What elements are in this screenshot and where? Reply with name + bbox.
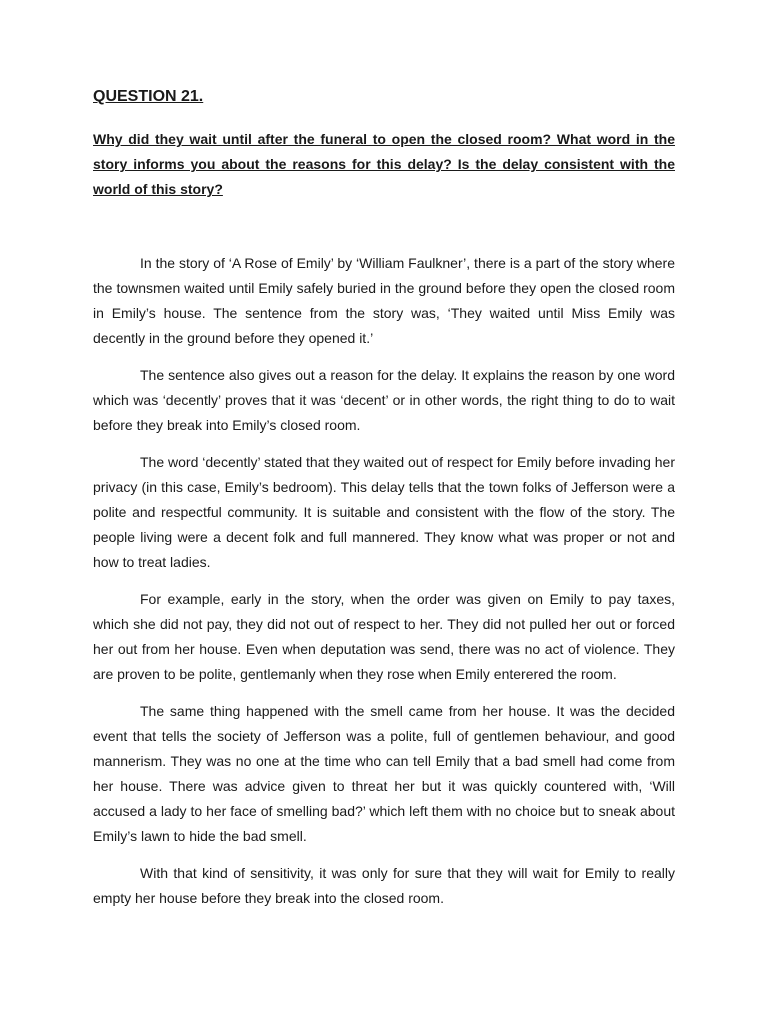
answer-body	[93, 251, 675, 923]
answer-paragraph-2: The sentence also gives out a reason for the delay. It explains the reason by one word which was ‘decently’ proves that it was ‘decent’ or in other words, the right thing to do to wait before they break into Emily’s closed room.	[93, 367, 675, 433]
answer-paragraph-6: With that kind of sensitivity, it was only for sure that they will wait for Emily to really empty her house before they break into the closed room.	[93, 865, 675, 906]
answer-paragraph-1: In the story of ‘A Rose of Emily’ by ‘William Faulkner’, there is a part of the story where the townsmen waited until Emily safely buried in the ground before they open the closed room in Emily’s house. The sentence from the story was, ‘They waited until Miss Emily was decently in the ground before they opened it.’	[93, 255, 675, 346]
answer-paragraph-4: For example, early in the story, when the order was given on Emily to pay taxes, which she did not pay, they did not out of respect to her. They did not pulled her out or forced her out from her house. Even when deputation was send, there was no act of violence. They are proven to be polite, gentlemanly when they rose when Emily enterered the room.	[93, 591, 675, 682]
answer-paragraph-5: The same thing happened with the smell came from her house. It was the decided event that tells the society of Jefferson was a polite, full of gentlemen behaviour, and good mannerism. They was no one at the time who can tell Emily that a bad smell had come from her house. There was advice given to threat her but it was quickly countered with, ‘Will accused a lady to her face of smelling bad?’ which left them with no choice but to sneak about Emily’s lawn to hide the bad smell.	[93, 703, 675, 844]
question-heading: QUESTION 21.	[93, 88, 204, 105]
question-prompt: Why did they wait until after the funeral to open the closed room? What word in the story informs you about the reasons for this delay? Is the delay consistent with the world of this story?	[93, 131, 675, 197]
answer-paragraph-3: The word ‘decently’ stated that they waited out of respect for Emily before invading her privacy (in this case, Emily’s bedroom). This delay tells that the town folks of Jefferson were a polite and respectful community. It is suitable and consistent with the flow of the story. The people living were a decent folk and full mannered. They know what was proper or not and how to treat ladies.	[93, 454, 675, 570]
